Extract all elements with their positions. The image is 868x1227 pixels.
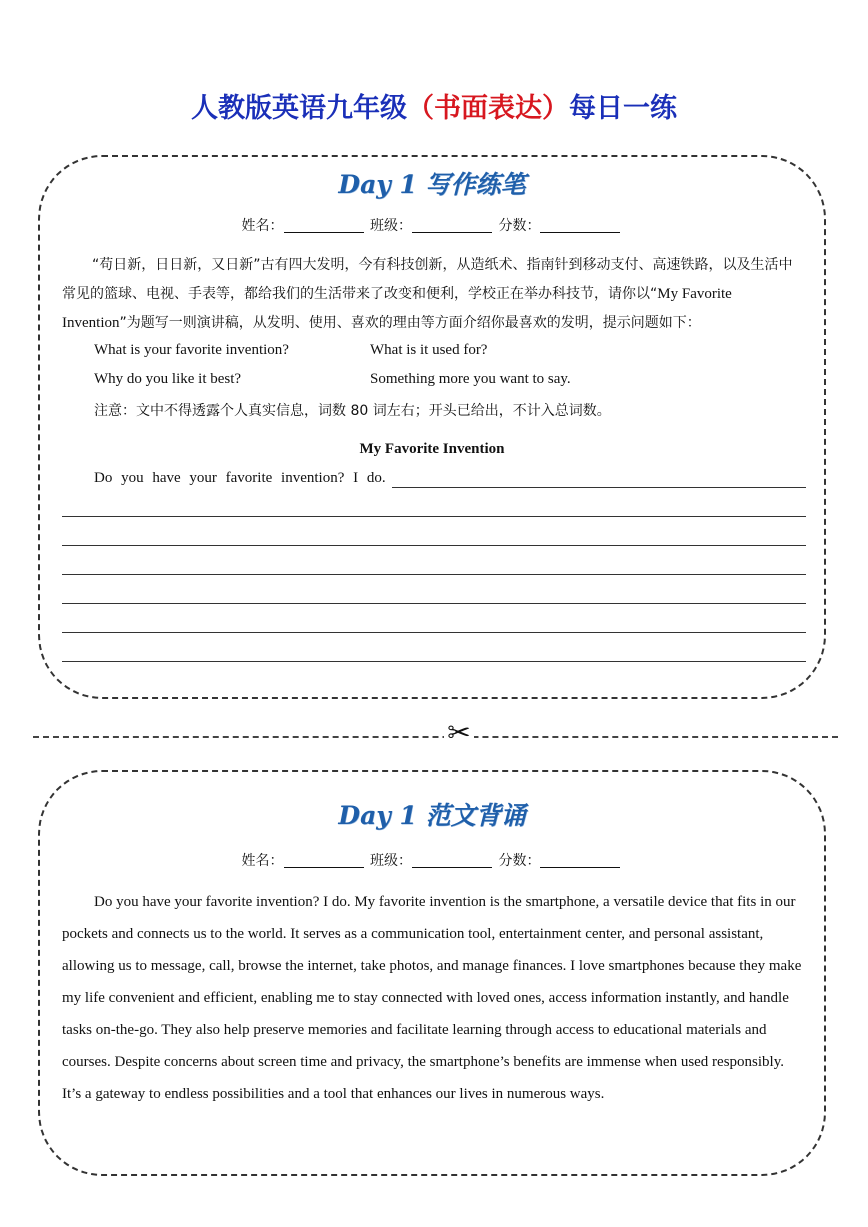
writing-line[interactable] [62,632,806,633]
name-label: 姓名： [241,853,284,869]
question-row-1 [94,342,488,359]
writing-line[interactable] [62,661,806,662]
prompt-text-1: “苟日新，日日新，又日新”古有四大发明，今有科技创新，从造纸术、指南针到移动支付、高速铁路，以及生活中常见的篮球、电视、手表等，都给我们的生活带来了改变和便利，学校正在举办科技节，请你以“ [62,257,793,302]
section-heading: Day 1 范文背诵 [338,801,526,830]
writing-prompt [62,251,806,338]
title-part-3: 每日一练 [569,93,677,124]
model-essay-panel [38,770,826,1176]
page-title [0,86,868,125]
student-info-row [40,215,824,235]
writing-line[interactable] [62,574,806,575]
class-blank[interactable] [412,853,492,868]
question-2: What is it used for? [370,342,488,358]
scissors-icon: ✂ [444,718,474,748]
score-blank[interactable] [540,218,620,233]
class-blank[interactable] [412,218,492,233]
class-label: 班级： [370,218,412,234]
student-info-row [40,850,824,870]
question-4: Something more you want to say. [370,371,571,387]
name-blank[interactable] [284,218,364,233]
class-label: 班级： [370,853,412,869]
writing-line[interactable] [62,545,806,546]
prompt-topic: My Favorite Invention [62,286,732,331]
question-3: Why do you like it best? [94,371,242,387]
essay-opening-line: Do you have your favorite invention? I do. [94,470,386,486]
name-blank[interactable] [284,853,364,868]
name-label: 姓名： [241,218,284,234]
writing-practice-panel [38,155,826,699]
prompt-text-2: ”为题写一则演讲稿，从发明、使用、喜欢的理由等方面介绍你最喜欢的发明，提示问题如下： [119,315,701,331]
title-part-2: （书面表达） [407,93,569,124]
cut-line [33,736,838,738]
score-label: 分数： [498,853,541,869]
question-row-2 [94,371,571,388]
writing-line[interactable] [392,487,806,488]
score-label: 分数： [498,218,541,234]
question-1: What is your favorite invention? [94,342,289,358]
score-blank[interactable] [540,853,620,868]
model-essay-text: Do you have your favorite invention? I do. My favorite invention is the smartphone, a versatile device that fits in our pockets and connects us to the world. It serves as a communication tool, entertainment center, and personal assistant, allowing us to message, call, browse the internet, take photos, and manage finances. I love smartphones because they make my life convenient and efficient, enabling me to stay connected with loved ones, access information instantly, and handle tasks on-the-go. They also help preserve memories and facilitate learning through access to educational materials and courses. Despite concerns about screen time and privacy, the smartphone’s benefits are immense when used responsibly. It’s a gateway to endless possibilities and a tool that enhances our lives in numerous ways. [62,894,802,1102]
section-heading: Day 1 写作练笔 [338,170,526,199]
writing-line[interactable] [62,603,806,604]
writing-note: 注意：文中不得透露个人真实信息，词数 80 词左右；开头已给出，不计入总词数。 [94,403,611,419]
essay-title: My Favorite Invention [359,441,505,457]
writing-line[interactable] [62,516,806,517]
title-part-1: 人教版英语九年级 [191,93,407,124]
